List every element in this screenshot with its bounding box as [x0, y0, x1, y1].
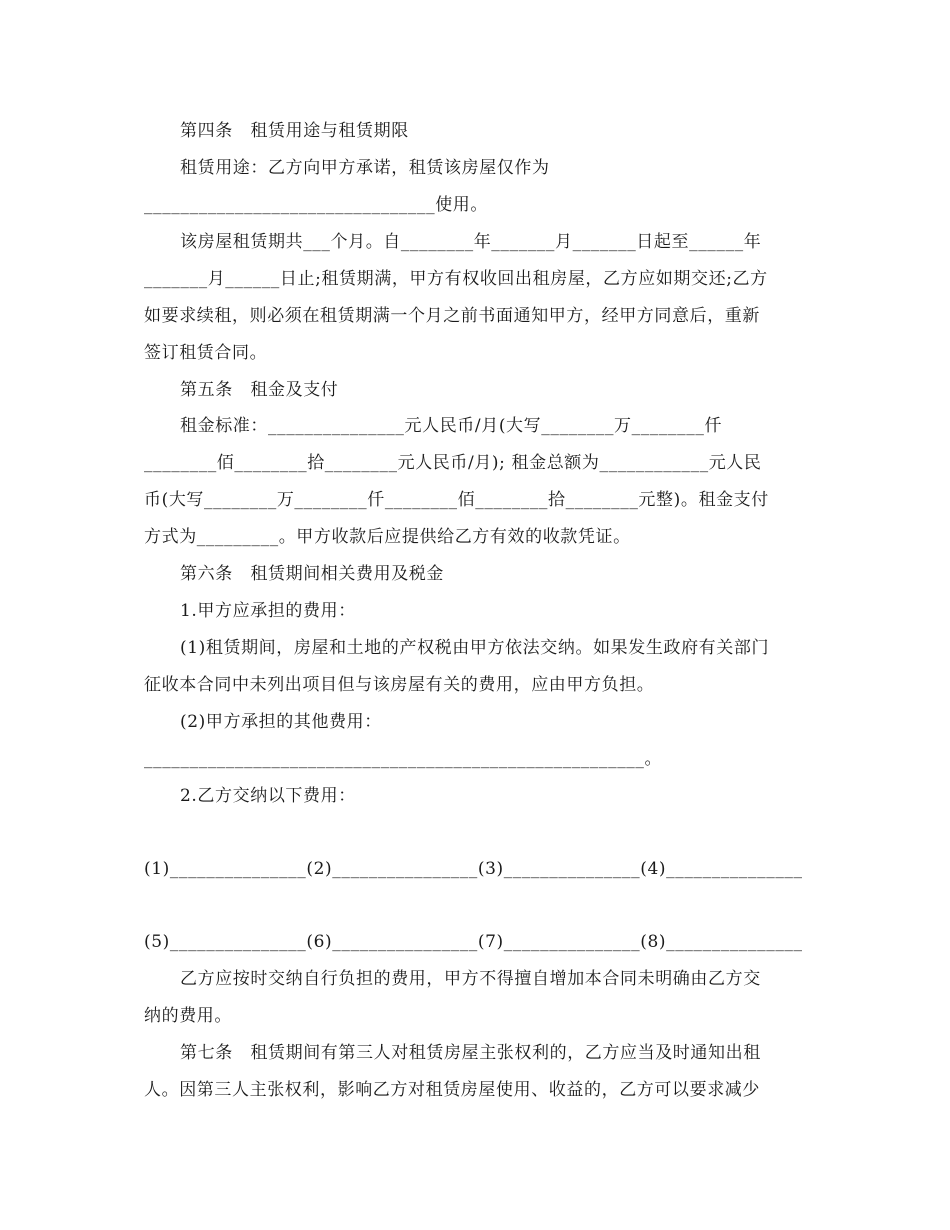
- tenant-fees-row-1: (1)_______________(2)________________(3)_______________(4)_______________: [144, 859, 803, 879]
- tenant-fees-note-line-1: 乙方应按时交纳自行负担的费用，甲方不得擅自增加本合同未明确由乙方交: [180, 969, 761, 989]
- rent-standard-line-2: ________佰________拾________元人民币/月); 租金总额为____________元人民: [144, 453, 762, 473]
- article-6-heading: 第六条 租赁期间相关费用及税金: [180, 564, 444, 584]
- lease-purpose-line: 租赁用途：乙方向甲方承诺，租赁该房屋仅作为: [180, 158, 550, 178]
- rent-standard-line-3: 币(大写________万________仟________佰________拾________元整)。租金支付: [144, 490, 769, 510]
- tenant-fees-note-line-2: 纳的费用。: [144, 1006, 232, 1026]
- lease-term-line-1: 该房屋租赁期共___个月。自________年_______月_______日起至______年: [180, 232, 762, 252]
- rent-standard-line-1: 租金标准：_______________元人民币/月(大写________万________仟: [180, 416, 723, 436]
- landlord-fee-2-line: (2)甲方承担的其他费用：: [180, 712, 382, 732]
- lease-term-line-4: 签订租赁合同。: [144, 343, 268, 363]
- rent-standard-line-4: 方式为_________。甲方收款后应提供给乙方有效的收款凭证。: [144, 527, 631, 547]
- lease-purpose-blank-line: ________________________________使用。: [144, 195, 488, 215]
- article-7-line-2: 人。因第三人主张权利，影响乙方对租赁房屋使用、收益的，乙方可以要求减少: [144, 1080, 760, 1100]
- landlord-fee-2-blank-line: _______________________________________________________。: [144, 749, 663, 769]
- tenant-fees-row-2: (5)_______________(6)________________(7)_______________(8)_______________: [144, 932, 803, 952]
- tenant-fees-heading: 2.乙方交纳以下费用：: [180, 786, 356, 806]
- article-4-heading: 第四条 租赁用途与租赁期限: [180, 121, 409, 141]
- article-7-line-1: 第七条 租赁期间有第三人对租赁房屋主张权利的，乙方应当及时通知出租: [180, 1043, 761, 1063]
- lease-term-line-2: _______月______日止;租赁期满，甲方有权收回出租房屋，乙方应如期交还;乙方: [144, 269, 768, 289]
- lease-term-line-3: 如要求续租，则必须在租赁期满一个月之前书面通知甲方，经甲方同意后，重新: [144, 306, 760, 326]
- landlord-fees-heading: 1.甲方应承担的费用：: [180, 601, 356, 621]
- landlord-fee-1-line-2: 征收本合同中未列出项目但与该房屋有关的费用，应由甲方负担。: [144, 675, 655, 695]
- article-5-heading: 第五条 租金及支付: [180, 380, 339, 400]
- landlord-fee-1-line-1: (1)租赁期间，房屋和土地的产权税由甲方依法交纳。如果发生政府有关部门: [180, 638, 770, 658]
